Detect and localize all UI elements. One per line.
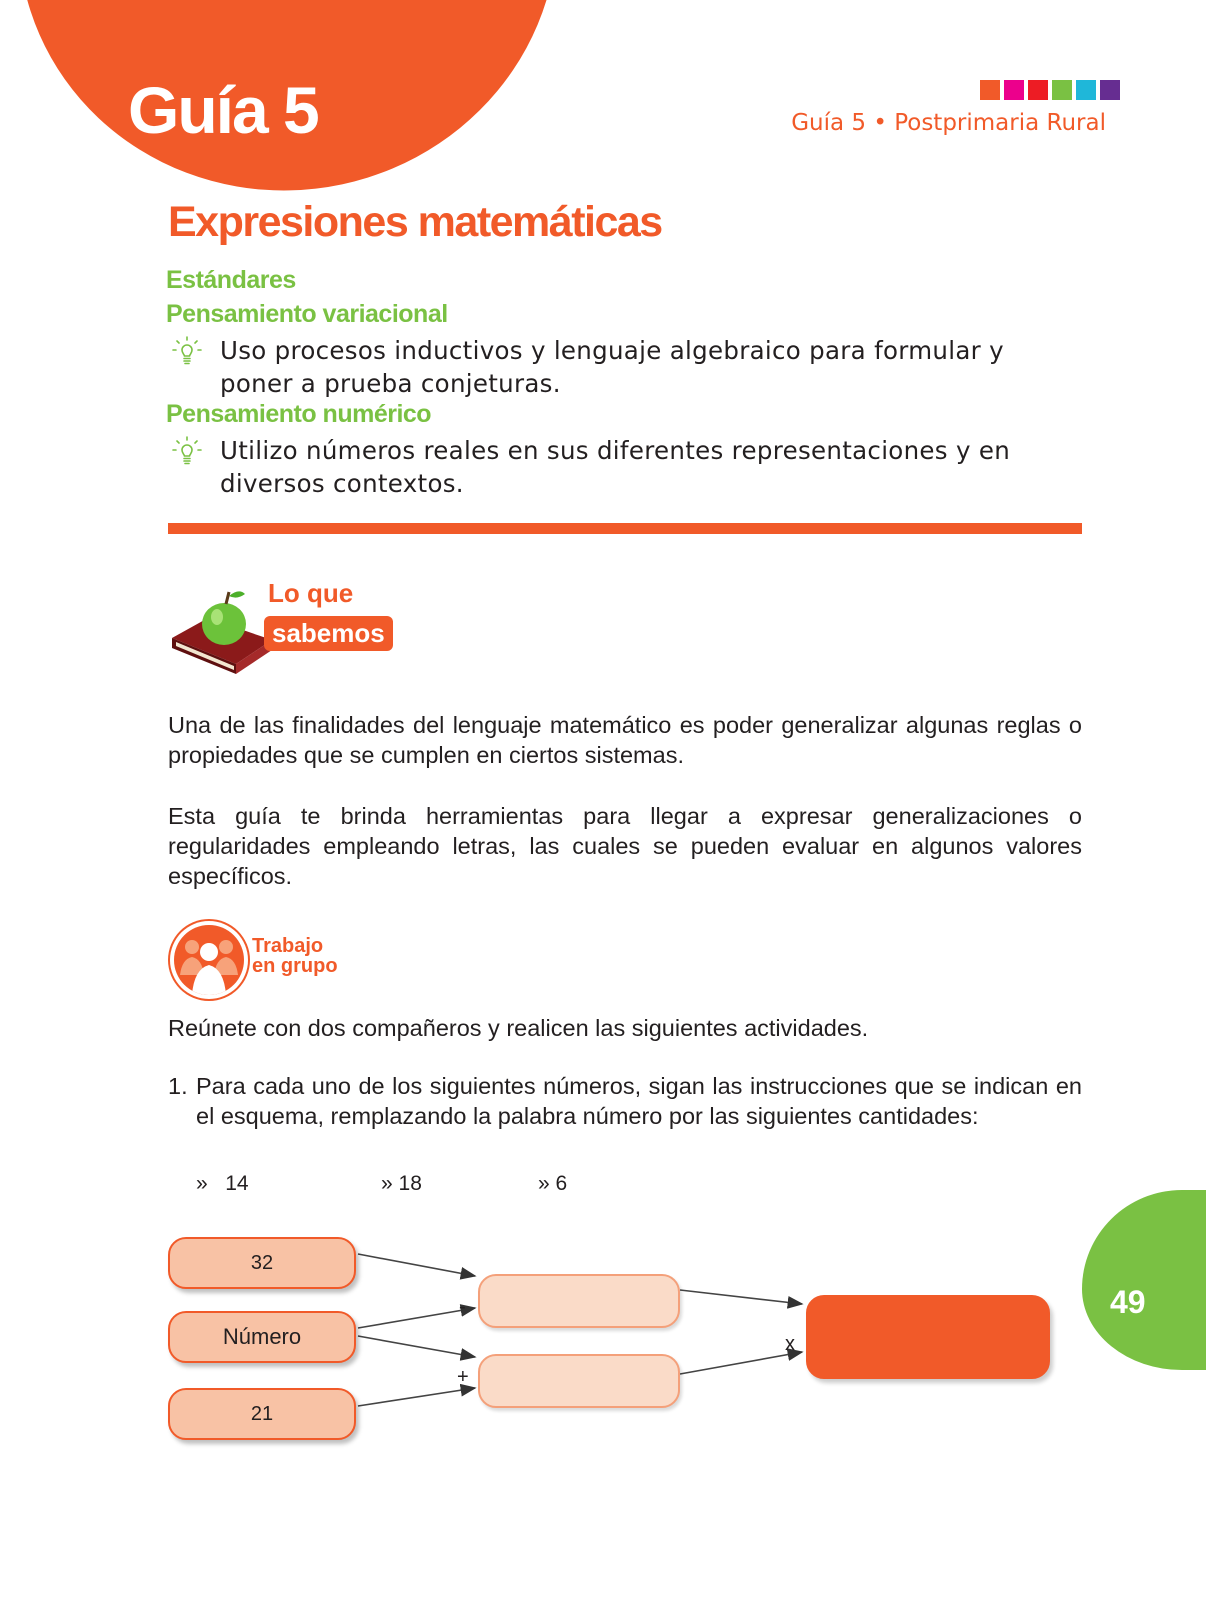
standards-heading: Estándares (166, 266, 296, 294)
multiply-operator: x (785, 1333, 795, 1355)
paragraph: Una de las finalidades del lenguaje matemático es poder generalizar algunas reglas o propiedades que se cumplen en ciertos sistemas. (168, 712, 1082, 768)
page-title: Expresiones matemáticas (168, 198, 662, 246)
paragraph: Esta guía te brinda herramientas para llegar a expresar generalizaciones o regularidades empleando letras, las cuales se pueden evaluar en algunos valores específicos. (168, 803, 1082, 889)
arrow (358, 1254, 475, 1276)
standard-text: Utilizo números reales en sus diferentes representaciones y en diversos contextos. (220, 436, 1011, 498)
color-square (1028, 80, 1048, 100)
arrow (680, 1290, 802, 1304)
bullet-icon: » (381, 1172, 393, 1195)
value-item (538, 1172, 567, 1196)
section-divider (168, 523, 1082, 534)
lo-que-label: Lo que (268, 578, 354, 608)
bullet-icon: » (196, 1172, 208, 1195)
product-result-box[interactable] (806, 1295, 1050, 1379)
group-people-icon (174, 925, 244, 995)
value-text: 14 (225, 1172, 249, 1195)
standard-group-heading: Pensamiento variacional (166, 300, 448, 328)
input-value: 21 (250, 1402, 274, 1425)
color-square (1100, 80, 1120, 100)
lightbulb-icon (172, 436, 202, 466)
value-item (196, 1172, 249, 1196)
bullet-icon: » (538, 1172, 550, 1195)
color-squares (980, 80, 1120, 100)
value-text: 6 (555, 1172, 568, 1195)
subtract-operator: - (459, 1296, 466, 1318)
difference-result-box[interactable] (478, 1274, 680, 1328)
color-square (1052, 80, 1072, 100)
trabajo-en-grupo-label (252, 936, 338, 976)
color-square (1004, 80, 1024, 100)
input-box-32 (168, 1237, 356, 1289)
input-box-numero (168, 1311, 356, 1363)
input-box-21 (168, 1388, 356, 1440)
arrow (358, 1388, 475, 1406)
standard-item (172, 434, 1082, 500)
lightbulb-icon (172, 336, 202, 366)
instruction-text: Reúnete con dos compañeros y realicen las siguientes actividades. (168, 1015, 869, 1041)
input-value: 32 (250, 1251, 274, 1274)
sum-result-box[interactable] (478, 1354, 680, 1408)
arrow (358, 1336, 475, 1357)
input-value: Número (222, 1324, 302, 1349)
activity-text: Para cada uno de los siguientes números, sigan las instrucciones que se indican en el esquema, remplazando la palabra número por las siguientes cantidades: (196, 1073, 1082, 1129)
lo-que-sabemos-badge (168, 576, 408, 686)
running-header: Guía 5 • Postprimaria Rural (791, 110, 1106, 136)
add-operator: + (457, 1366, 469, 1388)
sabemos-label: sabemos (264, 616, 393, 651)
en-grupo-label: en grupo (252, 955, 338, 977)
value-text: 18 (398, 1172, 422, 1195)
activity-item (168, 1071, 1082, 1131)
activity-number: 1. (168, 1073, 188, 1099)
standard-group-heading: Pensamiento numérico (166, 400, 432, 428)
color-square (1076, 80, 1096, 100)
standard-text: Uso procesos inductivos y lenguaje algebraico para formular y poner a prueba conjeturas. (220, 336, 1004, 398)
arrow (680, 1352, 802, 1374)
page-number: 49 (1110, 1284, 1146, 1320)
arrow (358, 1308, 475, 1328)
page-number-blob (1082, 1190, 1206, 1370)
guide-label: Guía 5 (128, 73, 318, 147)
apple-on-book-icon (168, 580, 278, 680)
standard-item (172, 334, 1082, 400)
value-item (381, 1172, 422, 1196)
color-square (980, 80, 1000, 100)
trabajo-label: Trabajo (252, 935, 324, 957)
